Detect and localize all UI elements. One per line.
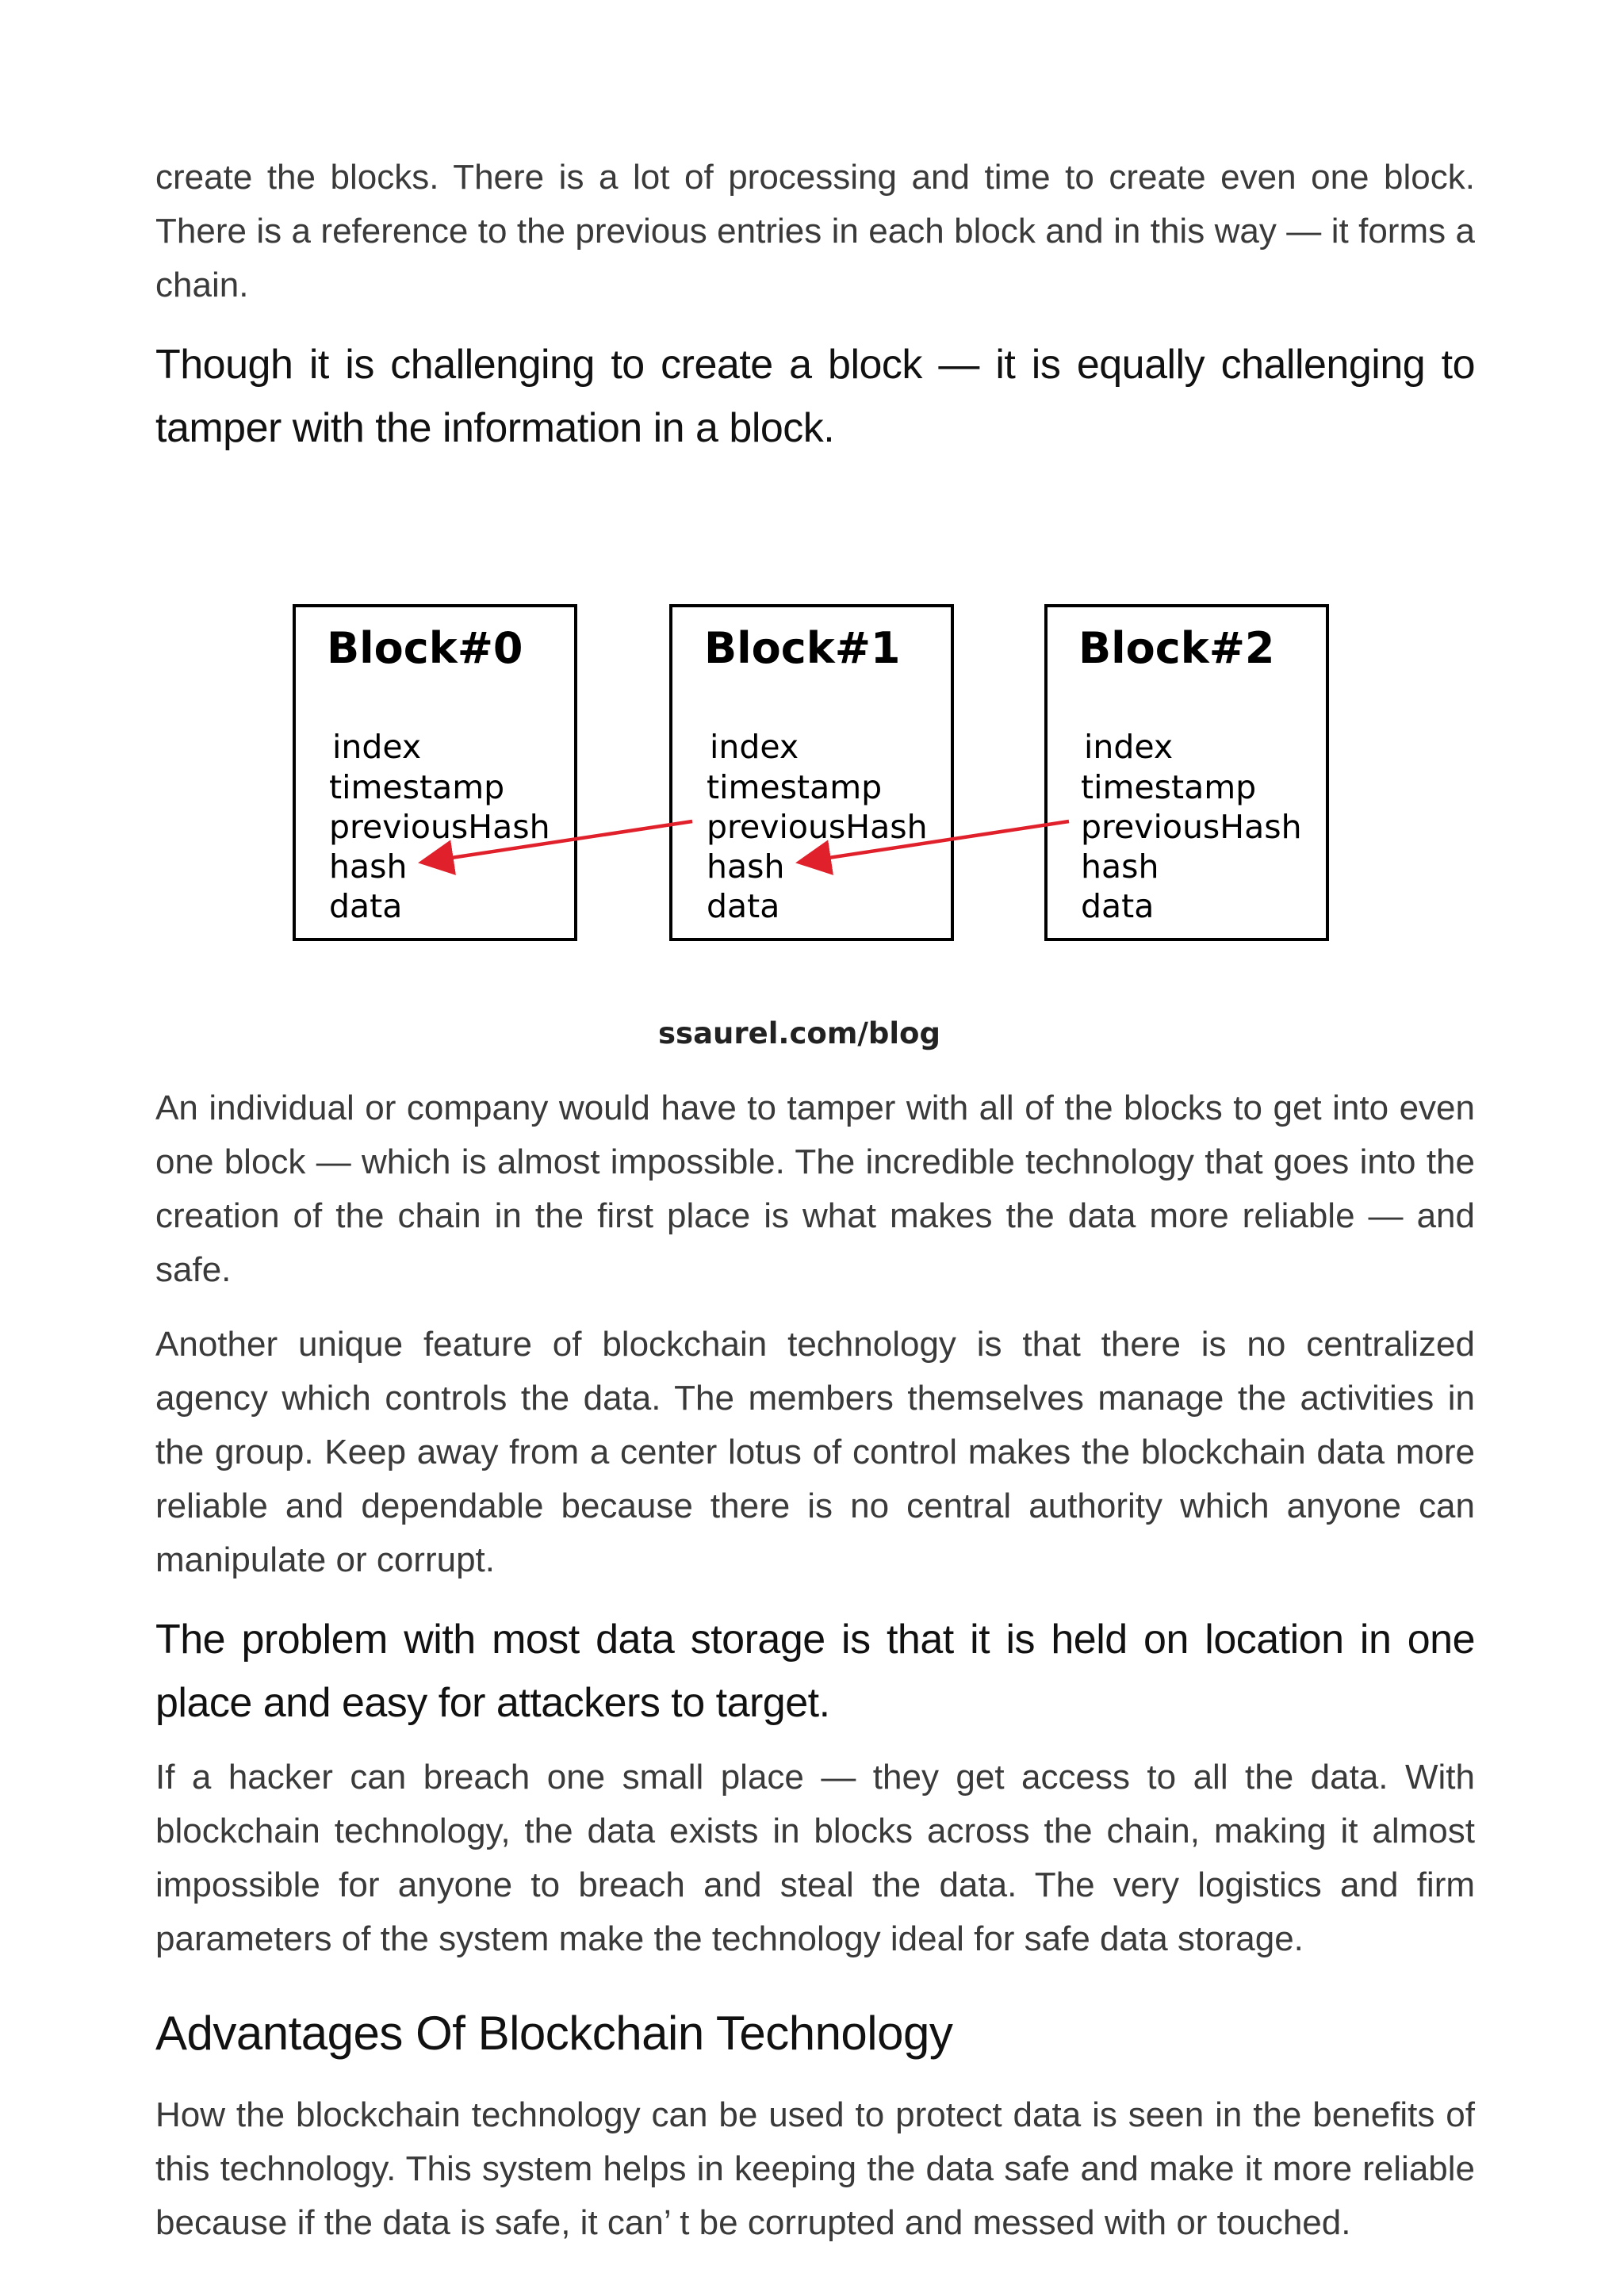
paragraph: How the blockchain technology can be used to protect data is seen in the benefits of this technology. This system helps in keeping the data safe and make it more reliable because if the data is safe, it can’ t be corrupted and messed with or touched. xyxy=(155,2095,1475,2242)
blockchain-diagram xyxy=(155,492,1475,1070)
block-0-field-index: index xyxy=(332,728,422,766)
paragraph: Another unique feature of blockchain technology is that there is no centralized agency which controls the data. The members themselves manage the activities in the group. Keep away from a center lotus of control makes the blockchain data more reliable and dependable because there is no central authority which anyone can manipulate or corrupt. xyxy=(155,1325,1475,1579)
callout-text: Though it is challenging to create a block — it is equally challenging to tamper with the information in a block. xyxy=(155,342,1475,451)
figure-caption: ssaurel.com/blog xyxy=(658,1016,940,1050)
paragraph: create the blocks. There is a lot of processing and time to create even one block. There is a reference to the previous entries in each block and in this way — it forms a chain. xyxy=(155,158,1475,304)
block-1-field-previoushash: previousHash xyxy=(707,808,928,846)
block-2-field-timestamp: timestamp xyxy=(1081,768,1257,806)
block-1-title: Block#1 xyxy=(704,623,901,673)
paragraph: If a hacker can breach one small place — they get access to all the data. With blockchain technology, the data exists in blocks across the chain, making it almost impossible for anyone to breach and steal the data. The very logistics and firm parameters of the system make the technology ideal for safe data storage. xyxy=(155,1758,1475,1958)
block-2-field-data: data xyxy=(1081,887,1155,925)
block-1-field-hash: hash xyxy=(707,848,785,886)
block-1-field-timestamp: timestamp xyxy=(707,768,883,806)
blockchain-diagram-svg xyxy=(155,492,1475,1070)
paragraph: An individual or company would have to tamper with all of the blocks to get into even one block — which is almost impossible. The incredible technology that goes into the creation of the chain in the first place is what makes the data more reliable — and safe. xyxy=(155,1089,1475,1289)
section-heading: Advantages Of Blockchain Technology xyxy=(155,2007,953,2060)
block-2-field-hash: hash xyxy=(1081,848,1159,886)
block-0-field-timestamp: timestamp xyxy=(329,768,505,806)
block-1-field-index: index xyxy=(710,728,799,766)
document-page xyxy=(155,151,1475,2271)
block-0-title: Block#0 xyxy=(327,623,523,673)
block-1-field-data: data xyxy=(707,887,780,925)
block-2-title: Block#2 xyxy=(1078,623,1275,673)
callout-text: The problem with most data storage is that it is held on location in one place and easy for attackers to target. xyxy=(155,1617,1475,1726)
block-0-field-previoushash: previousHash xyxy=(329,808,550,846)
block-0-field-data: data xyxy=(329,887,403,925)
block-0-field-hash: hash xyxy=(329,848,408,886)
block-2-field-index: index xyxy=(1084,728,1174,766)
block-2-field-previoushash: previousHash xyxy=(1081,808,1302,846)
